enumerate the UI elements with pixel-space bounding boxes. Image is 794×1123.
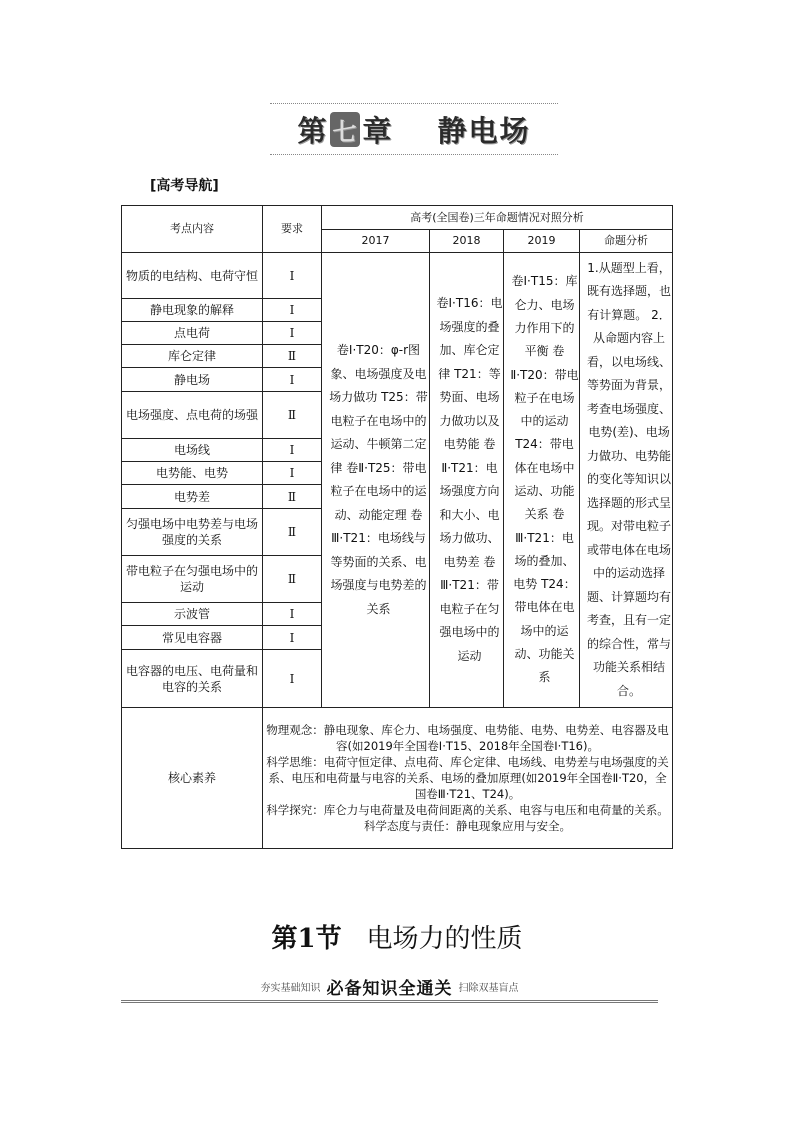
col-2019: 卷Ⅰ·T15：库仑力、电场力作用下的平衡 卷Ⅱ·T20：带电粒子在电场中的运动 T24：带电体在电场中运动、功能关系 卷Ⅲ·T21：电场的叠加、电势 T24：带电体在电场中的运动、功能关系	[504, 253, 580, 708]
core-literacy-label: 核心素养	[122, 708, 263, 849]
header-year-2019: 2019	[504, 230, 580, 253]
col-analysis: 1.从题型上看，既有选择题，也有计算题。 2．从命题内容上看，以电场线、等势面为背景，考查电场强度、电势(差)、电场力做功、电势能的变化等知识以选择题的形式呈现。对带电粒子或带电体在电场中的运动选择题、计算题均有考查，且有一定的综合性，常与功能关系相结合。	[580, 253, 673, 708]
req-cell: Ⅱ	[263, 509, 322, 556]
req-cell: Ⅰ	[263, 299, 322, 322]
chapter-title: 静电场	[437, 113, 531, 148]
core-line: 科学探究：库仑力与电荷量及电荷间距离的关系、电容与电压和电荷量的关系。	[266, 803, 669, 817]
chapter-number: 七	[330, 112, 360, 147]
req-cell: Ⅰ	[263, 322, 322, 345]
req-cell: Ⅱ	[263, 392, 322, 439]
chapter-prefix: 第	[297, 113, 329, 148]
req-cell: Ⅱ	[263, 345, 322, 368]
section-name: 电场力的性质	[366, 924, 523, 954]
exam-nav-label: [高考导航]	[150, 178, 219, 194]
core-literacy-content	[263, 708, 673, 849]
req-cell: Ⅰ	[263, 253, 322, 299]
req-cell: Ⅰ	[263, 439, 322, 462]
req-cell: Ⅰ	[263, 626, 322, 650]
header-year-2018: 2018	[430, 230, 504, 253]
col-2018: 卷Ⅰ·T16：电场强度的叠加、库仑定律 T21：等势面、电场力做功以及电势能 卷Ⅱ·T21：电场强度方向和大小、电场力做功、电势差 卷Ⅲ·T21：带电粒子在匀强电场中的运动	[430, 253, 504, 708]
point-cell: 库仑定律	[122, 345, 263, 368]
core-line: 物理观念：静电现象、库仑力、电场强度、电势能、电势、电势差、电容器及电容(如2019年全国卷Ⅰ·T15、2018年全国卷Ⅰ·T16)。	[266, 723, 669, 753]
point-cell: 静电现象的解释	[122, 299, 263, 322]
point-cell: 物质的电结构、电荷守恒	[122, 253, 263, 299]
req-cell: Ⅰ	[263, 368, 322, 392]
req-cell: Ⅰ	[263, 603, 322, 626]
section-label: 第1节	[271, 924, 342, 954]
core-line: 科学思维：电荷守恒定律、点电荷、库仑定律、电场线、电势差与电场强度的关系、电压和电荷量与电容的关系、电场的叠加原理(如2019年全国卷Ⅱ·T20，全国卷Ⅲ·T21、T24)。	[266, 755, 669, 801]
chapter-suffix: 章	[362, 113, 394, 148]
req-cell: Ⅱ	[263, 485, 322, 509]
header-requirement: 要求	[263, 206, 322, 253]
knowledge-bar	[121, 972, 658, 1003]
point-cell: 电场线	[122, 439, 263, 462]
header-mtfx: 命题分析	[580, 230, 673, 253]
point-cell: 电势能、电势	[122, 462, 263, 485]
col-2017: 卷Ⅰ·T20：φ-r图象、电场强度及电场力做功 T25：带电粒子在电场中的运动、牛顿第二定律 卷Ⅱ·T25：带电粒子在电场中的运动、动能定理 卷Ⅲ·T21：电场线与等势面的关系、电场强度与电势差的关系	[322, 253, 430, 708]
point-cell: 电势差	[122, 485, 263, 509]
core-line: 科学态度与责任：静电现象应用与安全。	[364, 819, 572, 833]
section-title	[0, 918, 794, 955]
chapter-banner	[270, 103, 558, 155]
point-cell: 示波管	[122, 603, 263, 626]
point-cell: 常见电容器	[122, 626, 263, 650]
point-cell: 匀强电场中电势差与电场强度的关系	[122, 509, 263, 556]
bar-center-text: 必备知识全通关	[326, 978, 453, 999]
exam-table	[121, 205, 673, 849]
point-cell: 静电场	[122, 368, 263, 392]
header-year-2017: 2017	[322, 230, 430, 253]
req-cell: Ⅱ	[263, 556, 322, 603]
bar-right-text: 扫除双基盲点	[458, 982, 519, 994]
req-cell: Ⅰ	[263, 650, 322, 708]
bar-left-text: 夯实基础知识	[260, 982, 321, 994]
req-cell: Ⅰ	[263, 462, 322, 485]
point-cell: 带电粒子在匀强电场中的运动	[122, 556, 263, 603]
point-cell: 点电荷	[122, 322, 263, 345]
point-cell: 电容器的电压、电荷量和电容的关系	[122, 650, 263, 708]
header-point: 考点内容	[122, 206, 263, 253]
point-cell: 电场强度、点电荷的场强	[122, 392, 263, 439]
header-analysis: 高考(全国卷)三年命题情况对照分析	[322, 206, 673, 230]
